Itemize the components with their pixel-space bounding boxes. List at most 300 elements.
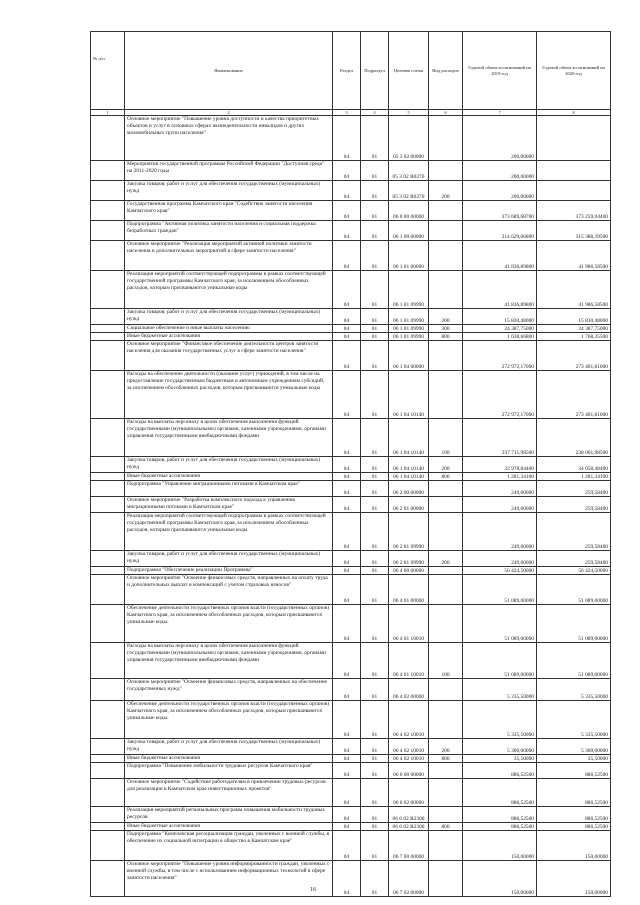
row-amount-2019: 5 335,50000 — [463, 679, 537, 701]
row-expense-type — [429, 201, 463, 221]
row-name: Реализация мероприятий соответствующей подпрограммы в рамках соответствующей государственной программы Камчатского края, за исключением обособленных расходов, которым присваиваются уникальные коды — [125, 271, 333, 309]
row-target-article: 06 2 01 00000 — [389, 497, 429, 513]
row-target-article: 06 4 01 10010 — [389, 643, 429, 679]
row-target-article: 06 1 01 09990 — [389, 333, 429, 341]
row-number — [91, 473, 125, 481]
row-name: Закупка товаров, работ и услуг для обеспечения государственных (муниципальных) нужд — [125, 181, 333, 201]
row-amount-2019: 24 387,75000 — [463, 325, 537, 333]
table-row — [91, 309, 611, 325]
row-number — [91, 333, 125, 341]
table-row — [91, 779, 611, 807]
row-subsection: 01 — [361, 513, 389, 551]
row-amount-2019: 886,52500 — [463, 779, 537, 807]
row-number — [91, 513, 125, 551]
row-amount-2020: 1 281,34100 — [537, 473, 611, 481]
row-subsection: 01 — [361, 807, 389, 823]
table-row — [91, 643, 611, 679]
row-target-article: 06 1 04 00000 — [389, 341, 429, 371]
header-cell: Целевая статья — [389, 32, 429, 110]
row-expense-type: 100 — [429, 419, 463, 457]
row-amount-2019: 150,00000 — [463, 831, 537, 861]
row-subsection: 01 — [361, 271, 389, 309]
row-subsection: 01 — [361, 116, 389, 161]
table-row — [91, 271, 611, 309]
row-expense-type — [429, 161, 463, 181]
row-target-article: 06 1 01 09990 — [389, 309, 429, 325]
row-amount-2020: 273 401,81000 — [537, 341, 611, 371]
row-amount-2019: 886,52500 — [463, 823, 537, 831]
row-number — [91, 551, 125, 567]
row-target-article: 06 4 02 10010 — [389, 739, 429, 755]
row-amount-2019: 15 830,48000 — [463, 309, 537, 325]
row-expense-type — [429, 575, 463, 605]
row-name: Основное мероприятие "Освоение финансовых средств, направленных на обеспечение государственных нужд" — [125, 679, 333, 701]
row-number — [91, 325, 125, 333]
row-amount-2020: 259,58400 — [537, 513, 611, 551]
row-subsection: 01 — [361, 575, 389, 605]
row-expense-type — [429, 241, 463, 271]
row-name: Основное мероприятие "Повышение уровня информированности граждан, уволенных с военной службы, в том числе с использованием информационных технологий в сфере занятости населения" — [125, 861, 333, 897]
row-amount-2019: 237 711,98500 — [463, 419, 537, 457]
row-section: 04 — [333, 333, 361, 341]
row-number — [91, 241, 125, 271]
row-amount-2019: 314 629,06800 — [463, 221, 537, 241]
row-amount-2019: 150,00000 — [463, 861, 537, 897]
row-number — [91, 481, 125, 497]
column-number: 7 — [463, 110, 537, 116]
column-number: 2 — [125, 110, 333, 116]
row-amount-2019: 200,00000 — [463, 161, 537, 181]
row-amount-2020 — [537, 161, 611, 181]
table-row — [91, 567, 611, 575]
row-name: Основное мероприятие "Реализация мероприятий активной политики занятости населения и дополнительных мероприятий в сфере занятости населения" — [125, 241, 333, 271]
row-number — [91, 701, 125, 739]
row-target-article: 05 3 02 R0270 — [389, 181, 429, 201]
row-section: 04 — [333, 221, 361, 241]
row-name: Подпрограмма "Управление миграционными потоками в Камчатском крае" — [125, 481, 333, 497]
row-amount-2019: 51 089,00000 — [463, 575, 537, 605]
row-amount-2019: 5 300,00000 — [463, 739, 537, 755]
row-subsection: 01 — [361, 221, 389, 241]
row-expense-type — [429, 221, 463, 241]
row-number — [91, 807, 125, 823]
row-amount-2019: 200,00000 — [463, 116, 537, 161]
table-row — [91, 497, 611, 513]
budget-table — [90, 31, 611, 897]
row-section: 04 — [333, 807, 361, 823]
row-target-article: 06 1 04 10140 — [389, 457, 429, 473]
row-number — [91, 823, 125, 831]
row-amount-2019: 200,00000 — [463, 181, 537, 201]
row-subsection: 01 — [361, 419, 389, 457]
row-number — [91, 457, 125, 473]
row-name: Обеспечение деятельности государственных органов власти (государственных органов) Камчатского края, за исключением обособленных расходов, которым присваиваются уникальные коды. — [125, 605, 333, 643]
row-amount-2020: 886,52500 — [537, 807, 611, 823]
row-amount-2020: 56 424,50000 — [537, 567, 611, 575]
row-number — [91, 831, 125, 861]
row-number — [91, 201, 125, 221]
table-row — [91, 181, 611, 201]
row-amount-2020: 886,52500 — [537, 823, 611, 831]
row-subsection: 01 — [361, 861, 389, 897]
row-name: Основное мероприятие "Освоение финансовых средств, направленных на оплату труда и дополнительных выплат и компенсаций с учетом страховых взносов" — [125, 575, 333, 605]
row-name: Закупка товаров, работ и услуг для обеспечения государственных (муниципальных) нужд — [125, 457, 333, 473]
row-expense-type — [429, 861, 463, 897]
row-subsection: 01 — [361, 181, 389, 201]
table-row — [91, 481, 611, 497]
row-amount-2019: 249,60000 — [463, 513, 537, 551]
row-expense-type: 800 — [429, 823, 463, 831]
table-row — [91, 861, 611, 897]
row-amount-2020: 886,52500 — [537, 779, 611, 807]
table-row — [91, 831, 611, 861]
row-number — [91, 779, 125, 807]
row-name: Подпрограмма "Повышение мобильности трудовых ресурсов Камчатского края" — [125, 763, 333, 779]
row-section: 04 — [333, 241, 361, 271]
table-row — [91, 807, 611, 823]
row-section: 04 — [333, 513, 361, 551]
table-row — [91, 763, 611, 779]
table-row — [91, 161, 611, 181]
row-number — [91, 497, 125, 513]
row-amount-2019: 33 978,84400 — [463, 457, 537, 473]
row-target-article: 06 6 02 R2300 — [389, 807, 429, 823]
row-name: Государственная программа Камчатского края "Содействие занятости населения Камчатского края" — [125, 201, 333, 221]
row-target-article: 06 6 00 00000 — [389, 763, 429, 779]
row-amount-2020: 315 388,39500 — [537, 221, 611, 241]
row-name: Основное мероприятие "Содействие работодателям в привлечении трудовых ресурсов для реализации в Камчатском крае инвестиционных проектов" — [125, 779, 333, 807]
row-subsection: 01 — [361, 763, 389, 779]
row-section: 04 — [333, 551, 361, 567]
row-name: Иные бюджетные ассигнования — [125, 755, 333, 763]
row-expense-type — [429, 779, 463, 807]
header-cell: Раздел — [333, 32, 361, 110]
row-section: 04 — [333, 271, 361, 309]
row-amount-2019: 249,60000 — [463, 551, 537, 567]
row-expense-type — [429, 763, 463, 779]
row-target-article: 06 2 01 09990 — [389, 551, 429, 567]
row-section: 04 — [333, 497, 361, 513]
table-row — [91, 823, 611, 831]
header-row — [91, 32, 611, 110]
table-row — [91, 371, 611, 419]
row-name: Реализация мероприятий региональных программ повышения мобильности трудовых ресурсов — [125, 807, 333, 823]
row-amount-2020: 24 387,75000 — [537, 325, 611, 333]
row-number — [91, 643, 125, 679]
row-expense-type: 200 — [429, 739, 463, 755]
row-amount-2019: 5 335,50000 — [463, 701, 537, 739]
row-target-article: 06 4 00 00000 — [389, 567, 429, 575]
row-section: 04 — [333, 575, 361, 605]
row-number — [91, 755, 125, 763]
row-name: Расходы на выплаты персоналу в целях обеспечения выполнения функций государственными (муниципальными) органами, казенными учреждениями, органами управления государственными внебюджетными фондами — [125, 643, 333, 679]
row-target-article: 05 3 02 R0270 — [389, 161, 429, 181]
row-subsection: 01 — [361, 241, 389, 271]
row-subsection: 01 — [361, 333, 389, 341]
row-amount-2020: 5 335,50000 — [537, 679, 611, 701]
row-expense-type — [429, 271, 463, 309]
table-row — [91, 755, 611, 763]
row-amount-2020: 259,58400 — [537, 481, 611, 497]
row-target-article: 06 1 00 00000 — [389, 221, 429, 241]
row-expense-type — [429, 605, 463, 643]
row-expense-type: 300 — [429, 325, 463, 333]
row-amount-2019: 272 972,17000 — [463, 371, 537, 419]
row-subsection: 01 — [361, 551, 389, 567]
row-expense-type: 200 — [429, 309, 463, 325]
header-cell: Годовой объем ассигнований на 2020 год — [537, 32, 611, 110]
row-section: 04 — [333, 823, 361, 831]
row-subsection: 01 — [361, 341, 389, 371]
row-target-article: 06 7 02 00000 — [389, 861, 429, 897]
row-section: 04 — [333, 181, 361, 201]
row-amount-2019: 56 424,50000 — [463, 567, 537, 575]
row-name: Иные бюджетные ассигнования — [125, 473, 333, 481]
row-number — [91, 341, 125, 371]
row-amount-2020: 51 089,00000 — [537, 605, 611, 643]
row-section: 04 — [333, 679, 361, 701]
row-amount-2019: 41 836,89800 — [463, 271, 537, 309]
row-target-article: 06 4 02 10010 — [389, 755, 429, 763]
header-cell: Годовой объем ассигнований на 2019 год — [463, 32, 537, 110]
row-name: Подпрограмма "Комплексная ресоциализация граждан, уволенных с военной службы, в обеспечение их социальной интеграции в общество в Камчатском крае" — [125, 831, 333, 861]
row-subsection: 01 — [361, 473, 389, 481]
row-amount-2020: 41 986,58500 — [537, 271, 611, 309]
row-subsection: 01 — [361, 201, 389, 221]
row-amount-2020: 34 058,48400 — [537, 457, 611, 473]
row-section: 04 — [333, 481, 361, 497]
row-subsection: 01 — [361, 371, 389, 419]
table-row — [91, 201, 611, 221]
row-section: 04 — [333, 701, 361, 739]
row-subsection: 01 — [361, 567, 389, 575]
row-section: 04 — [333, 161, 361, 181]
row-number — [91, 309, 125, 325]
row-expense-type: 200 — [429, 457, 463, 473]
row-number — [91, 371, 125, 419]
row-section: 04 — [333, 201, 361, 221]
row-amount-2019: 1 281,34100 — [463, 473, 537, 481]
row-section: 04 — [333, 763, 361, 779]
row-subsection: 01 — [361, 823, 389, 831]
row-target-article: 06 2 00 00000 — [389, 481, 429, 497]
header-cell: Подраздел — [361, 32, 389, 110]
row-target-article: 06 7 00 00000 — [389, 831, 429, 861]
row-target-article: 06 1 01 09990 — [389, 325, 429, 333]
row-amount-2019: 51 089,00000 — [463, 605, 537, 643]
column-number: 8 — [537, 110, 611, 116]
row-subsection: 01 — [361, 701, 389, 739]
row-amount-2020: 41 986,58500 — [537, 241, 611, 271]
row-number — [91, 575, 125, 605]
row-amount-2019: 272 972,17000 — [463, 341, 537, 371]
row-target-article: 06 2 01 09990 — [389, 513, 429, 551]
row-section: 04 — [333, 419, 361, 457]
column-number: 6 — [429, 110, 463, 116]
row-number — [91, 567, 125, 575]
row-amount-2019: 373 689,68700 — [463, 201, 537, 221]
row-target-article: 06 1 04 10140 — [389, 473, 429, 481]
row-target-article: 06 4 02 00000 — [389, 679, 429, 701]
row-name: Обеспечение деятельности государственных органов власти (государственных органов) Камчатского края, за исключением обособленных расходов, которым присваиваются уникальные коды. — [125, 701, 333, 739]
row-expense-type — [429, 567, 463, 575]
row-amount-2020 — [537, 116, 611, 161]
table-row — [91, 457, 611, 473]
row-expense-type — [429, 679, 463, 701]
row-expense-type — [429, 831, 463, 861]
row-target-article: 06 4 02 10010 — [389, 701, 429, 739]
row-target-article: 06 4 01 00000 — [389, 575, 429, 605]
row-amount-2020: 259,58400 — [537, 551, 611, 567]
row-amount-2019: 249,60000 — [463, 497, 537, 513]
row-amount-2020: 273 401,81000 — [537, 371, 611, 419]
row-subsection: 01 — [361, 481, 389, 497]
row-section: 04 — [333, 325, 361, 333]
row-expense-type — [429, 116, 463, 161]
row-amount-2020: 15 830,48000 — [537, 309, 611, 325]
column-number: 3 — [333, 110, 361, 116]
row-expense-type — [429, 513, 463, 551]
table-row — [91, 325, 611, 333]
row-section: 04 — [333, 309, 361, 325]
table-row — [91, 333, 611, 341]
row-name: Иные бюджетные ассигнования — [125, 823, 333, 831]
table-row — [91, 701, 611, 739]
row-target-article: 06 4 01 10010 — [389, 605, 429, 643]
row-number — [91, 861, 125, 897]
row-subsection: 01 — [361, 309, 389, 325]
row-name: Расходы на обеспечение деятельности (оказание услуг) учреждений, в том числе на предоставление государственным бюджетным и автономным учреждениям субсидий, за исключением обособленных расходов, которым присваиваются уникальные коды — [125, 371, 333, 419]
row-expense-type — [429, 481, 463, 497]
row-amount-2020: 259,58400 — [537, 497, 611, 513]
row-number — [91, 739, 125, 755]
column-number: 4 — [361, 110, 389, 116]
row-subsection: 01 — [361, 831, 389, 861]
row-expense-type: 800 — [429, 473, 463, 481]
row-amount-2019: 41 836,89800 — [463, 241, 537, 271]
row-name: Основное мероприятие "Повышение уровня доступности и качества приоритетных объектов и услуг в основных сферах жизнедеятельности инвалидов и других маломобильных групп населения" — [125, 116, 333, 161]
row-name: Закупка товаров, работ и услуг для обеспечения государственных (муниципальных) нужд — [125, 551, 333, 567]
row-name: Основное мероприятие "Разработка комплексного подхода к управлению миграционными потоками в Камчатском крае" — [125, 497, 333, 513]
row-amount-2020: 5 335,50000 — [537, 701, 611, 739]
table-row — [91, 221, 611, 241]
row-amount-2020: 150,00000 — [537, 861, 611, 897]
row-amount-2020: 150,00000 — [537, 831, 611, 861]
row-section: 04 — [333, 567, 361, 575]
table-row — [91, 679, 611, 701]
table-row — [91, 116, 611, 161]
row-subsection: 01 — [361, 161, 389, 181]
table-row — [91, 575, 611, 605]
row-amount-2020 — [537, 181, 611, 201]
row-target-article: 06 1 01 09990 — [389, 271, 429, 309]
row-amount-2019: 35,50000 — [463, 755, 537, 763]
row-number — [91, 116, 125, 161]
row-amount-2020: 35,50000 — [537, 755, 611, 763]
row-number — [91, 181, 125, 201]
row-section: 04 — [333, 755, 361, 763]
row-name: Расходы на выплаты персоналу в целях обеспечения выполнения функций государственными (муниципальными) органами, казенными учреждениями, органами управления государственными внебюджетными фондами — [125, 419, 333, 457]
header-cell: Вид расходов — [429, 32, 463, 110]
header-cell: № п/п — [91, 32, 125, 110]
row-name: Социальное обеспечение и иные выплаты населению — [125, 325, 333, 333]
table-row — [91, 605, 611, 643]
row-amount-2019: 249,60000 — [463, 481, 537, 497]
row-section: 04 — [333, 779, 361, 807]
row-amount-2019: 886,52500 — [463, 807, 537, 823]
table-row — [91, 551, 611, 567]
row-section: 04 — [333, 473, 361, 481]
row-amount-2019: 886,52500 — [463, 763, 537, 779]
row-expense-type — [429, 701, 463, 739]
row-amount-2020: 238 061,98500 — [537, 419, 611, 457]
row-amount-2020: 51 089,00000 — [537, 575, 611, 605]
row-number — [91, 605, 125, 643]
row-section: 04 — [333, 341, 361, 371]
row-number — [91, 679, 125, 701]
row-subsection: 01 — [361, 605, 389, 643]
row-section: 04 — [333, 116, 361, 161]
row-section: 04 — [333, 739, 361, 755]
row-name: Подпрограмма "Активная политика занятости населения и социальная поддержка безработных граждан" — [125, 221, 333, 241]
row-expense-type — [429, 341, 463, 371]
row-number — [91, 271, 125, 309]
row-section: 04 — [333, 831, 361, 861]
row-name: Иные бюджетные ассигнования — [125, 333, 333, 341]
row-target-article: 06 1 01 00000 — [389, 241, 429, 271]
table-row — [91, 513, 611, 551]
row-amount-2019: 1 638,66800 — [463, 333, 537, 341]
table-row — [91, 419, 611, 457]
row-name: Подпрограмма "Обеспечение реализации Программы" — [125, 567, 333, 575]
row-subsection: 01 — [361, 497, 389, 513]
row-subsection: 01 — [361, 779, 389, 807]
table-row — [91, 739, 611, 755]
row-subsection: 01 — [361, 739, 389, 755]
row-number — [91, 221, 125, 241]
row-expense-type: 800 — [429, 333, 463, 341]
row-target-article: 06 1 04 10140 — [389, 419, 429, 457]
table-row — [91, 341, 611, 371]
row-expense-type — [429, 497, 463, 513]
table-row — [91, 473, 611, 481]
row-name: Реализация мероприятий соответствующей подпрограммы в рамках соответствующей государственной программы Камчатского края, за исключением обособленных расходов, которым присваиваются уникальные коды — [125, 513, 333, 551]
row-expense-type: 100 — [429, 643, 463, 679]
row-target-article: 05 3 02 00000 — [389, 116, 429, 161]
row-subsection: 01 — [361, 457, 389, 473]
row-subsection: 01 — [361, 325, 389, 333]
row-expense-type — [429, 807, 463, 823]
row-amount-2020: 51 089,00000 — [537, 643, 611, 679]
row-name: Основное мероприятие "Финансовое обеспечение деятельности центров занятости населения для оказания государственных услуг в сфере занятости населения" — [125, 341, 333, 371]
row-amount-2020: 5 300,00000 — [537, 739, 611, 755]
row-expense-type — [429, 371, 463, 419]
row-section: 04 — [333, 861, 361, 897]
row-target-article: 06 6 02 00000 — [389, 779, 429, 807]
table-body — [91, 116, 611, 897]
row-name: Мероприятия государственной программы Российской Федерации "Доступная среда" на 2011-2020 годы — [125, 161, 333, 181]
page-number: 16 — [310, 887, 316, 893]
row-subsection: 01 — [361, 679, 389, 701]
row-name: Закупка товаров, работ и услуг для обеспечения государственных (муниципальных) нужд — [125, 739, 333, 755]
row-amount-2020: 886,52500 — [537, 763, 611, 779]
row-expense-type: 200 — [429, 551, 463, 567]
row-number — [91, 419, 125, 457]
row-target-article: 06 1 04 10140 — [389, 371, 429, 419]
row-amount-2020: 1 768,35500 — [537, 333, 611, 341]
column-number: 5 — [389, 110, 429, 116]
row-number — [91, 161, 125, 181]
